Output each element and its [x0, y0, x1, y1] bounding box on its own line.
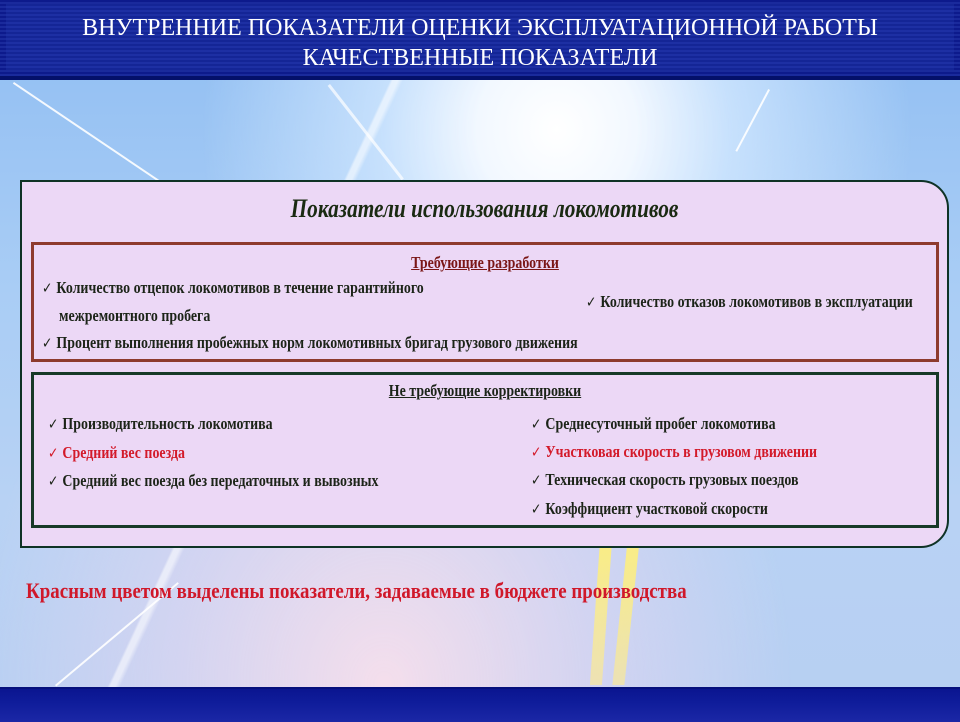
indicator-item-highlighted: ✓ Средний вес поезда	[48, 443, 185, 462]
locomotive-indicators-panel	[20, 180, 949, 548]
indicator-item: ✓ Производительность локомотива	[48, 414, 273, 433]
indicator-item: ✓ Коэффициент участковой скорости	[531, 499, 768, 518]
light-streak	[735, 89, 770, 152]
check-icon: ✓	[48, 446, 59, 462]
indicator-item: ✓ Количество отцепок локомотивов в течение гарантийного	[42, 278, 424, 297]
indicator-item: ✓ Среднесуточный пробег локомотива	[531, 414, 776, 433]
road-marking	[612, 540, 639, 685]
not-requiring-correction-box	[31, 372, 939, 528]
check-icon: ✓	[42, 336, 53, 352]
check-icon: ✓	[42, 281, 53, 297]
slide-header	[0, 0, 960, 80]
check-icon: ✓	[531, 445, 542, 461]
check-icon: ✓	[586, 295, 597, 311]
slide-title-line2: КАЧЕСТВЕННЫЕ ПОКАЗАТЕЛИ	[302, 45, 658, 71]
light-streak	[13, 82, 172, 190]
header-inner	[6, 4, 954, 70]
not-requiring-correction-heading: Не требующие корректировки	[388, 381, 582, 400]
slide-title-line1: ВНУТРЕННИЕ ПОКАЗАТЕЛИ ОЦЕНКИ ЭКСПЛУАТАЦИОННОЙ РАБОТЫ	[82, 15, 878, 41]
indicator-item-continuation: межремонтного пробега	[59, 306, 211, 325]
indicator-item: ✓ Средний вес поезда без передаточных и вывозных	[48, 471, 379, 490]
indicator-item-highlighted: ✓ Участковая скорость в грузовом движении	[531, 442, 818, 461]
light-streak	[328, 84, 404, 180]
requiring-development-heading: Требующие разработки	[411, 253, 559, 272]
check-icon: ✓	[531, 417, 542, 433]
slide-footer-bar	[0, 687, 960, 722]
check-icon: ✓	[48, 417, 59, 433]
panel-title: Показатели использования локомотивов	[290, 194, 679, 223]
legend-footnote: Красным цветом выделены показатели, задаваемые в бюджете производства	[26, 578, 687, 603]
indicator-item: ✓ Количество отказов локомотивов в эксплуатации	[586, 292, 913, 311]
indicator-item: ✓ Процент выполнения пробежных норм локомотивных бригад грузового движения	[42, 333, 578, 352]
indicator-item: ✓ Техническая скорость грузовых поездов	[531, 470, 799, 489]
road-marking	[590, 540, 612, 685]
check-icon: ✓	[531, 473, 542, 489]
check-icon: ✓	[531, 502, 542, 518]
check-icon: ✓	[48, 474, 59, 490]
requiring-development-box	[31, 242, 939, 362]
